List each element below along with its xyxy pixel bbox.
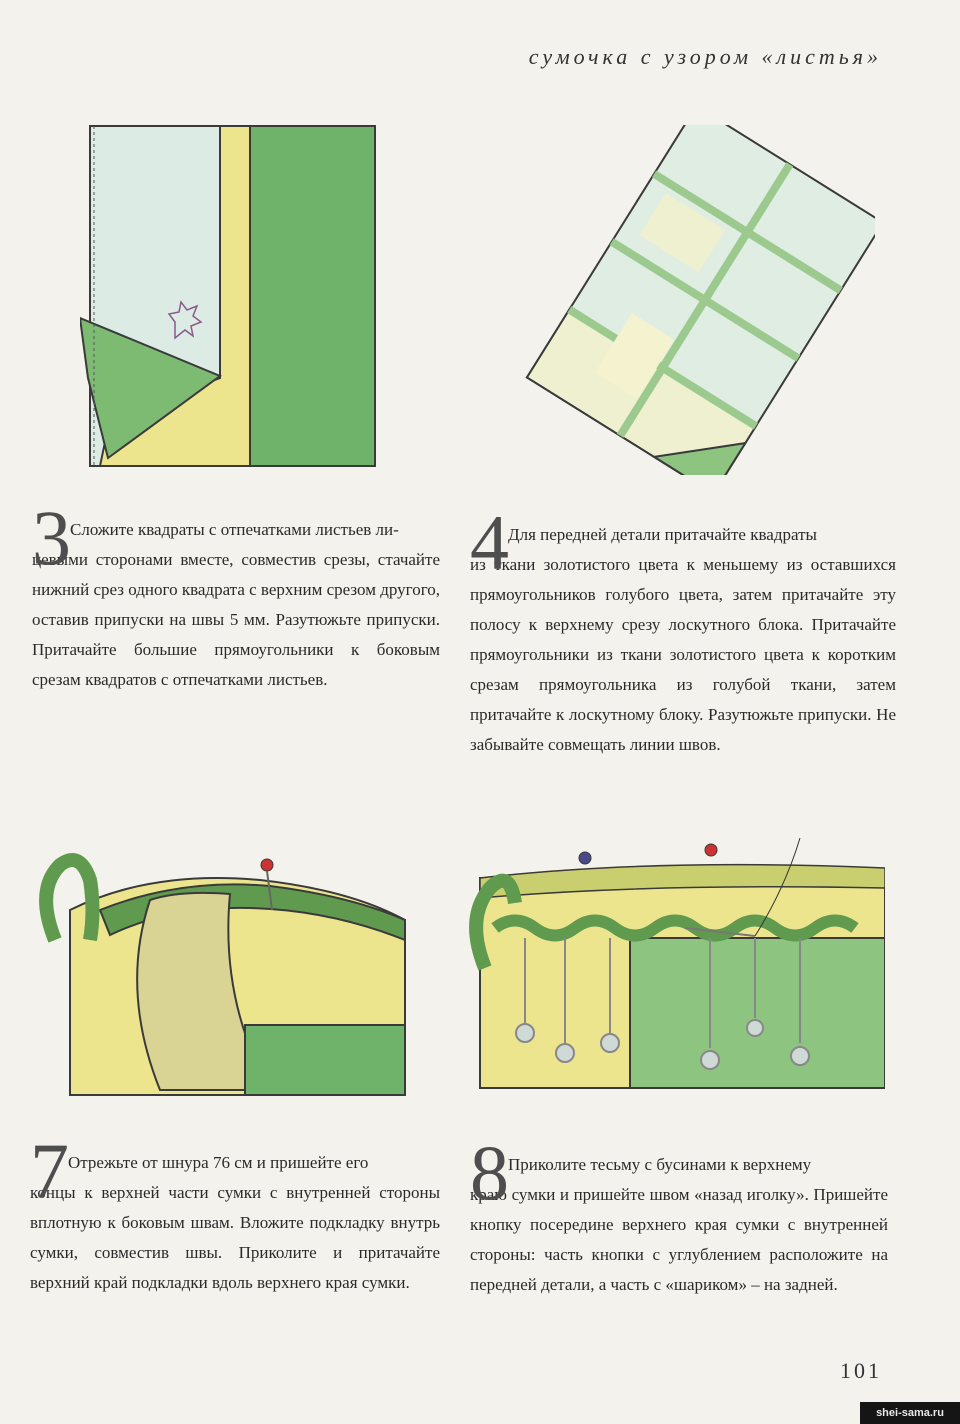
step-3-illustration [80,118,380,473]
step-8-text: краю сумки и пришейте швом «назад иголку». Пришейте кнопку посередине верхнего края сумки с внутренней стороны: часть кнопки с углублением расположите на передней детали, а часть с «шариком» – на задней. [470,1185,888,1294]
step-8-number: 8 [470,1129,509,1216]
step-8 [470,1129,888,1300]
page-number: 101 [840,1358,882,1383]
step-3-number: 3 [32,494,71,581]
step-3-text: цевыми сторонами вместе, совместив срезы, стачайте нижний срез одного квадрата с верхним срезом другого, оставив припуски на швы 5 мм. Разутюжьте припуски. Притачайте большие прямоугольники к боковым срезам квадратов с отпечатками листьев. [32,550,440,689]
step-4-first-line: Для передней детали притачайте квадраты [508,525,817,544]
step-4 [470,499,896,760]
step-8-illustration [455,828,885,1093]
step-3-first-line: Сложите квадраты с отпечатками листьев ли- [70,520,399,539]
page-header: сумочка с узором «листья» [528,44,882,69]
watermark: shei-sama.ru [860,1402,960,1424]
step-4-number: 4 [470,499,509,586]
step-7-number: 7 [30,1127,69,1214]
step-7-text: концы к верхней части сумки с внутренней стороны вплотную к боковым швам. Вложите подкладку внутрь сумки, совместив швы. Приколите и притачайте верхний край подкладки вдоль верхнего края сумки. [30,1183,440,1292]
step-4-illustration [505,125,875,475]
step-8-first-line: Приколите тесьму с бусинами к верхнему [508,1155,812,1174]
step-7-illustration [30,850,410,1100]
step-4-text: из ткани золотистого цвета к меньшему из оставшихся прямоугольников голубого цвета, затем притачайте эту полосу к верхнему срезу лоскутного блока. Притачайте прямоугольники из ткани золотистого цвета к коротким срезам прямоугольника из голубой ткани, затем притачайте к лоскутному блоку. Разутюжьте припуски. Не забывайте совмещать линии швов. [470,555,896,754]
step-7-first-line: Отрежьте от шнура 76 см и пришейте его [68,1153,369,1172]
step-7 [30,1127,440,1298]
step-3 [32,494,440,695]
